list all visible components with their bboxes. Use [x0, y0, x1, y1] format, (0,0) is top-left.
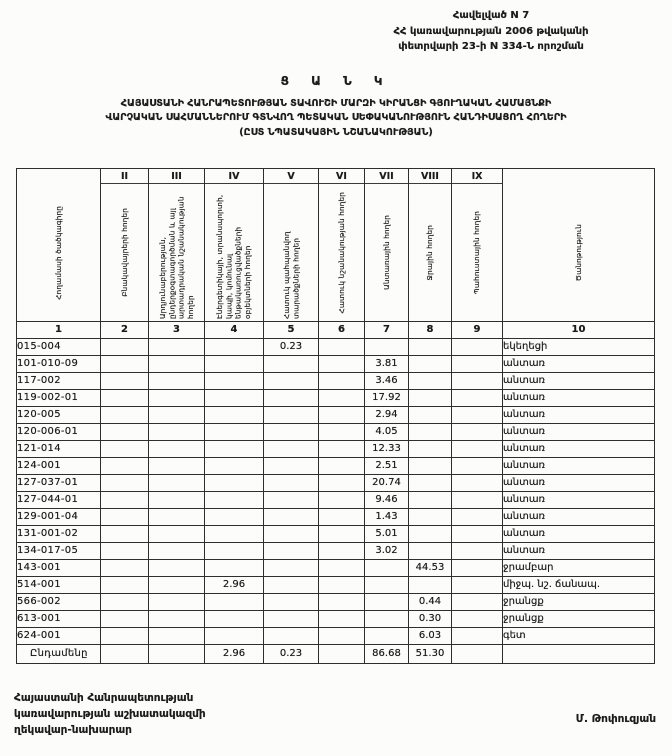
- cell-c9: [452, 441, 503, 458]
- cell-code: 143-001: [17, 560, 101, 577]
- cell-c5: [264, 628, 319, 645]
- cell-c9: [452, 543, 503, 560]
- page-title-line-1: ՀԱՅԱՍՏԱՆԻ ՀԱՆՐԱՊԵՏՈՒԹՅԱՆ ՏԱՎՈՒՇԻ ՄԱՐԶԻ ԿԻՐԱՆՑԻ ԳՅՈՒՂԱԿԱՆ ՀԱՄԱՅՆՔԻ: [120, 98, 552, 109]
- cell-c9: [452, 577, 503, 594]
- column-index: 2: [101, 322, 149, 339]
- table-row: [17, 509, 655, 526]
- cell-note: անտառ: [503, 441, 655, 458]
- cell-c7: 86.68: [365, 645, 409, 664]
- cell-note: անտառ: [503, 424, 655, 441]
- government-decision-line: ՀՀ կառավարության 2006 թվականի: [393, 25, 589, 37]
- cell-c4: [205, 628, 264, 645]
- cell-code: 124-001: [17, 458, 101, 475]
- cell-c2: [101, 560, 149, 577]
- cell-c5: [264, 458, 319, 475]
- cell-c7: 12.33: [365, 441, 409, 458]
- cell-c7: 3.02: [365, 543, 409, 560]
- table-row: [17, 339, 655, 356]
- page-title-line-2: ՎԱՐՉԱԿԱՆ ՍԱՀՄԱՆՆԵՐՈՒՄ ԳՏՆՎՈՂ ՊԵՏԱԿԱՆ ՍԵՓԱԿԱՆՈՒԹՅՈՒՆ ՀԱՆԴԻՍԱՑՈՂ ՀՈՂԵՐԻ: [105, 112, 567, 124]
- cell-note: անտառ: [503, 458, 655, 475]
- authority-line-1: Հայաստանի Հանրապետության: [14, 692, 194, 704]
- authority-line-3: ղեկավար-նախարար: [14, 723, 132, 736]
- column-index: 3: [149, 322, 205, 339]
- column-label: Հատուկ նշանակության հողեր: [336, 191, 346, 314]
- column-header-c2: [101, 169, 149, 322]
- cell-c6: [319, 407, 365, 424]
- column-label: Ջրային հողեր: [425, 224, 435, 281]
- cell-c9: [452, 390, 503, 407]
- cell-c8: [409, 458, 452, 475]
- cell-c3: [149, 492, 205, 509]
- table-row: [17, 560, 655, 577]
- cell-code: 120-006-01: [17, 424, 101, 441]
- cell-c9: [452, 492, 503, 509]
- column-numeral: VI: [319, 169, 364, 184]
- authority-line-2: կառավարության աշխատակազմի: [14, 707, 206, 720]
- column-index: 1: [17, 322, 101, 339]
- cell-code: 117-002: [17, 373, 101, 390]
- cell-note: ջրանցք: [503, 611, 655, 628]
- column-numeral: VIII: [409, 169, 451, 184]
- cell-c4: [205, 526, 264, 543]
- cell-code: 134-017-05: [17, 543, 101, 560]
- table-row: [17, 407, 655, 424]
- cell-note: անտառ: [503, 373, 655, 390]
- cell-c3: [149, 407, 205, 424]
- column-header-c5: [264, 169, 319, 322]
- table-row: [17, 543, 655, 560]
- cell-c5: [264, 475, 319, 492]
- cell-c8: [409, 492, 452, 509]
- cell-c9: [452, 526, 503, 543]
- cell-note: եկեղեցի: [503, 339, 655, 356]
- cell-c9: [452, 509, 503, 526]
- cell-c7: 2.51: [365, 458, 409, 475]
- column-index: 4: [205, 322, 264, 339]
- cell-c5: [264, 390, 319, 407]
- cell-note: անտառ: [503, 390, 655, 407]
- cell-c9: [452, 628, 503, 645]
- column-label: Հողամասի ծածկագիրը: [53, 205, 63, 300]
- cell-c7: [365, 339, 409, 356]
- document-reference: [332, 8, 650, 55]
- cell-code: 131-001-02: [17, 526, 101, 543]
- total-row: [17, 645, 655, 664]
- cell-note: [503, 645, 655, 664]
- table-row: [17, 441, 655, 458]
- cell-c6: [319, 458, 365, 475]
- cell-c2: [101, 356, 149, 373]
- cell-c8: [409, 339, 452, 356]
- cell-note: ջրանցք: [503, 594, 655, 611]
- cell-c2: [101, 594, 149, 611]
- column-label: Ծանոթություն: [573, 223, 583, 282]
- cell-c8: 0.44: [409, 594, 452, 611]
- cell-c3: [149, 356, 205, 373]
- cell-c4: [205, 424, 264, 441]
- cell-code: 101-010-09: [17, 356, 101, 373]
- column-numeral: II: [101, 169, 148, 184]
- cell-c4: [205, 356, 264, 373]
- cell-c4: [205, 492, 264, 509]
- cell-c7: 5.01: [365, 526, 409, 543]
- cell-c2: [101, 373, 149, 390]
- table-row: [17, 373, 655, 390]
- cell-c2: [101, 475, 149, 492]
- cell-c4: [205, 543, 264, 560]
- cell-c9: [452, 339, 503, 356]
- cell-c2: [101, 390, 149, 407]
- cell-c5: [264, 526, 319, 543]
- column-header-c3: [149, 169, 205, 322]
- cell-note: միջպ. նշ. ճանապ.: [503, 577, 655, 594]
- cell-c3: [149, 628, 205, 645]
- table-row: [17, 492, 655, 509]
- cell-c3: [149, 526, 205, 543]
- cell-c3: [149, 390, 205, 407]
- cell-c5: [264, 441, 319, 458]
- table-body: [17, 339, 655, 664]
- land-parcels-table: [16, 168, 655, 664]
- cell-code: 566-002: [17, 594, 101, 611]
- column-numeral: IV: [205, 169, 263, 184]
- cell-c3: [149, 611, 205, 628]
- cell-code: 015-004: [17, 339, 101, 356]
- cell-c3: [149, 424, 205, 441]
- table-row: [17, 356, 655, 373]
- cell-c9: [452, 560, 503, 577]
- cell-c8: [409, 509, 452, 526]
- cell-c7: 9.46: [365, 492, 409, 509]
- cell-c9: [452, 645, 503, 664]
- cell-c4: [205, 339, 264, 356]
- cell-c4: [205, 390, 264, 407]
- cell-c7: [365, 560, 409, 577]
- cell-c9: [452, 407, 503, 424]
- cell-c8: [409, 373, 452, 390]
- cell-c2: [101, 543, 149, 560]
- cell-note: ջրամբար: [503, 560, 655, 577]
- cell-c6: [319, 339, 365, 356]
- cell-c6: [319, 645, 365, 664]
- cell-c5: [264, 594, 319, 611]
- cell-c6: [319, 424, 365, 441]
- cell-c4: [205, 407, 264, 424]
- cell-code: 127-044-01: [17, 492, 101, 509]
- column-numeral: [503, 169, 654, 184]
- cell-code: 514-001: [17, 577, 101, 594]
- cell-code: Ընդամենը: [17, 645, 101, 664]
- cell-c2: [101, 424, 149, 441]
- cell-c7: [365, 628, 409, 645]
- cell-c6: [319, 577, 365, 594]
- cell-c4: [205, 458, 264, 475]
- column-header-code: [17, 169, 101, 322]
- cell-code: 119-002-01: [17, 390, 101, 407]
- column-numeral: III: [149, 169, 204, 184]
- column-label: Անտառային հողեր: [381, 215, 391, 290]
- column-index: 8: [409, 322, 452, 339]
- cell-note: անտառ: [503, 543, 655, 560]
- header-row: [17, 169, 655, 322]
- cell-code: 613-001: [17, 611, 101, 628]
- cell-c7: [365, 611, 409, 628]
- table-row: [17, 577, 655, 594]
- cell-c4: 2.96: [205, 577, 264, 594]
- cell-c8: [409, 424, 452, 441]
- cell-c5: [264, 560, 319, 577]
- cell-c2: [101, 611, 149, 628]
- cell-c2: [101, 441, 149, 458]
- cell-c6: [319, 594, 365, 611]
- cell-c8: [409, 526, 452, 543]
- table-row: [17, 594, 655, 611]
- column-index: 5: [264, 322, 319, 339]
- signing-authority: [14, 691, 206, 738]
- cell-c9: [452, 458, 503, 475]
- cell-note: անտառ: [503, 475, 655, 492]
- cell-c8: 0.30: [409, 611, 452, 628]
- cell-c8: [409, 577, 452, 594]
- cell-code: 624-001: [17, 628, 101, 645]
- column-numeral: VII: [365, 169, 408, 184]
- cell-c2: [101, 509, 149, 526]
- document-type-heading: Ց Ա Ն Կ: [280, 74, 392, 88]
- table-row: [17, 475, 655, 492]
- decision-date-line: փետրվարի 23-ի N 334-Ն որոշման: [398, 41, 584, 52]
- table-row: [17, 628, 655, 645]
- table-row: [17, 458, 655, 475]
- cell-c4: [205, 594, 264, 611]
- cell-c8: [409, 543, 452, 560]
- cell-c9: [452, 611, 503, 628]
- cell-c2: [101, 645, 149, 664]
- cell-c6: [319, 390, 365, 407]
- cell-c3: [149, 543, 205, 560]
- annex-number: Հավելված N 7: [452, 10, 530, 21]
- column-numeral: IX: [452, 169, 502, 184]
- cell-c8: 6.03: [409, 628, 452, 645]
- cell-c9: [452, 373, 503, 390]
- cell-c2: [101, 339, 149, 356]
- column-header-note: [503, 169, 655, 322]
- cell-c3: [149, 645, 205, 664]
- column-label: Էներգետիկայի, տրանսպորտի, կապի, կոմունալ ենթակառուցվածքների օբյեկտների հողեր: [215, 194, 253, 319]
- cell-c3: [149, 339, 205, 356]
- cell-c8: 51.30: [409, 645, 452, 664]
- cell-c5: [264, 543, 319, 560]
- cell-c8: 44.53: [409, 560, 452, 577]
- cell-c5: [264, 424, 319, 441]
- table-row: [17, 526, 655, 543]
- cell-c3: [149, 373, 205, 390]
- column-label: Արդյունաբերության, ընդերքօգտագործման և այլ արտադրական նշանակության հողեր: [157, 195, 195, 319]
- cell-c7: [365, 594, 409, 611]
- cell-c7: 4.05: [365, 424, 409, 441]
- cell-c3: [149, 509, 205, 526]
- cell-note: գետ: [503, 628, 655, 645]
- cell-code: 120-005: [17, 407, 101, 424]
- cell-c6: [319, 441, 365, 458]
- cell-c6: [319, 526, 365, 543]
- cell-c2: [101, 458, 149, 475]
- cell-c6: [319, 475, 365, 492]
- table-row: [17, 611, 655, 628]
- cell-c2: [101, 577, 149, 594]
- cell-c8: [409, 475, 452, 492]
- cell-note: անտառ: [503, 509, 655, 526]
- column-index: 6: [319, 322, 365, 339]
- cell-c9: [452, 356, 503, 373]
- column-index: 10: [503, 322, 655, 339]
- cell-code: 121-014: [17, 441, 101, 458]
- cell-c4: [205, 611, 264, 628]
- cell-c2: [101, 492, 149, 509]
- cell-c8: [409, 390, 452, 407]
- cell-c4: [205, 475, 264, 492]
- column-index: 7: [365, 322, 409, 339]
- column-numeral: [17, 169, 100, 184]
- cell-c6: [319, 560, 365, 577]
- column-header-c4: [205, 169, 264, 322]
- cell-c4: [205, 373, 264, 390]
- cell-c6: [319, 373, 365, 390]
- cell-c7: 3.81: [365, 356, 409, 373]
- cell-c8: [409, 441, 452, 458]
- table-row: [17, 390, 655, 407]
- cell-c4: [205, 560, 264, 577]
- cell-c4: [205, 441, 264, 458]
- cell-c3: [149, 577, 205, 594]
- cell-c5: 0.23: [264, 339, 319, 356]
- cell-note: անտառ: [503, 356, 655, 373]
- cell-c3: [149, 475, 205, 492]
- cell-c7: 17.92: [365, 390, 409, 407]
- cell-code: 129-001-04: [17, 509, 101, 526]
- title-block: [0, 74, 672, 140]
- column-header-c9: [452, 169, 503, 322]
- cell-c9: [452, 475, 503, 492]
- cell-c5: 0.23: [264, 645, 319, 664]
- cell-note: անտառ: [503, 526, 655, 543]
- column-label: Պահուստային հողեր: [472, 210, 482, 295]
- cell-c6: [319, 492, 365, 509]
- table-header: [17, 169, 655, 339]
- cell-c7: [365, 577, 409, 594]
- cell-c6: [319, 611, 365, 628]
- cell-c3: [149, 458, 205, 475]
- cell-c5: [264, 492, 319, 509]
- cell-note: անտառ: [503, 492, 655, 509]
- cell-c2: [101, 628, 149, 645]
- cell-c3: [149, 594, 205, 611]
- cell-c7: 3.46: [365, 373, 409, 390]
- cell-c5: [264, 577, 319, 594]
- cell-c4: 2.96: [205, 645, 264, 664]
- cell-c6: [319, 356, 365, 373]
- cell-c6: [319, 509, 365, 526]
- cell-c9: [452, 424, 503, 441]
- table-row: [17, 424, 655, 441]
- cell-c8: [409, 407, 452, 424]
- page-title-line-3: (ԸՍՏ ՆՊԱՏԱԿԱՅԻՆ ՆՇԱՆԱԿՈՒԹՅԱՆ): [239, 126, 433, 138]
- cell-c6: [319, 628, 365, 645]
- cell-c5: [264, 407, 319, 424]
- column-header-c6: [319, 169, 365, 322]
- column-header-c8: [409, 169, 452, 322]
- cell-c5: [264, 356, 319, 373]
- column-header-c7: [365, 169, 409, 322]
- column-index: 9: [452, 322, 503, 339]
- cell-c7: 2.94: [365, 407, 409, 424]
- cell-c8: [409, 356, 452, 373]
- column-label: Հատուկ պահպանվող տարածքների հողեր: [281, 230, 300, 319]
- cell-c5: [264, 509, 319, 526]
- cell-c5: [264, 611, 319, 628]
- cell-c6: [319, 543, 365, 560]
- cell-c4: [205, 509, 264, 526]
- cell-c2: [101, 407, 149, 424]
- cell-code: 127-037-01: [17, 475, 101, 492]
- cell-c9: [452, 594, 503, 611]
- column-numeral: V: [264, 169, 318, 184]
- cell-c3: [149, 441, 205, 458]
- cell-c2: [101, 526, 149, 543]
- cell-c7: 1.43: [365, 509, 409, 526]
- cell-c7: 20.74: [365, 475, 409, 492]
- cell-c5: [264, 373, 319, 390]
- cell-c3: [149, 560, 205, 577]
- column-index-row: [17, 322, 655, 339]
- column-label: Բնակավայրերի հողեր: [119, 208, 129, 297]
- signature-name: Մ. Թոփուզյան: [575, 713, 656, 725]
- cell-note: անտառ: [503, 407, 655, 424]
